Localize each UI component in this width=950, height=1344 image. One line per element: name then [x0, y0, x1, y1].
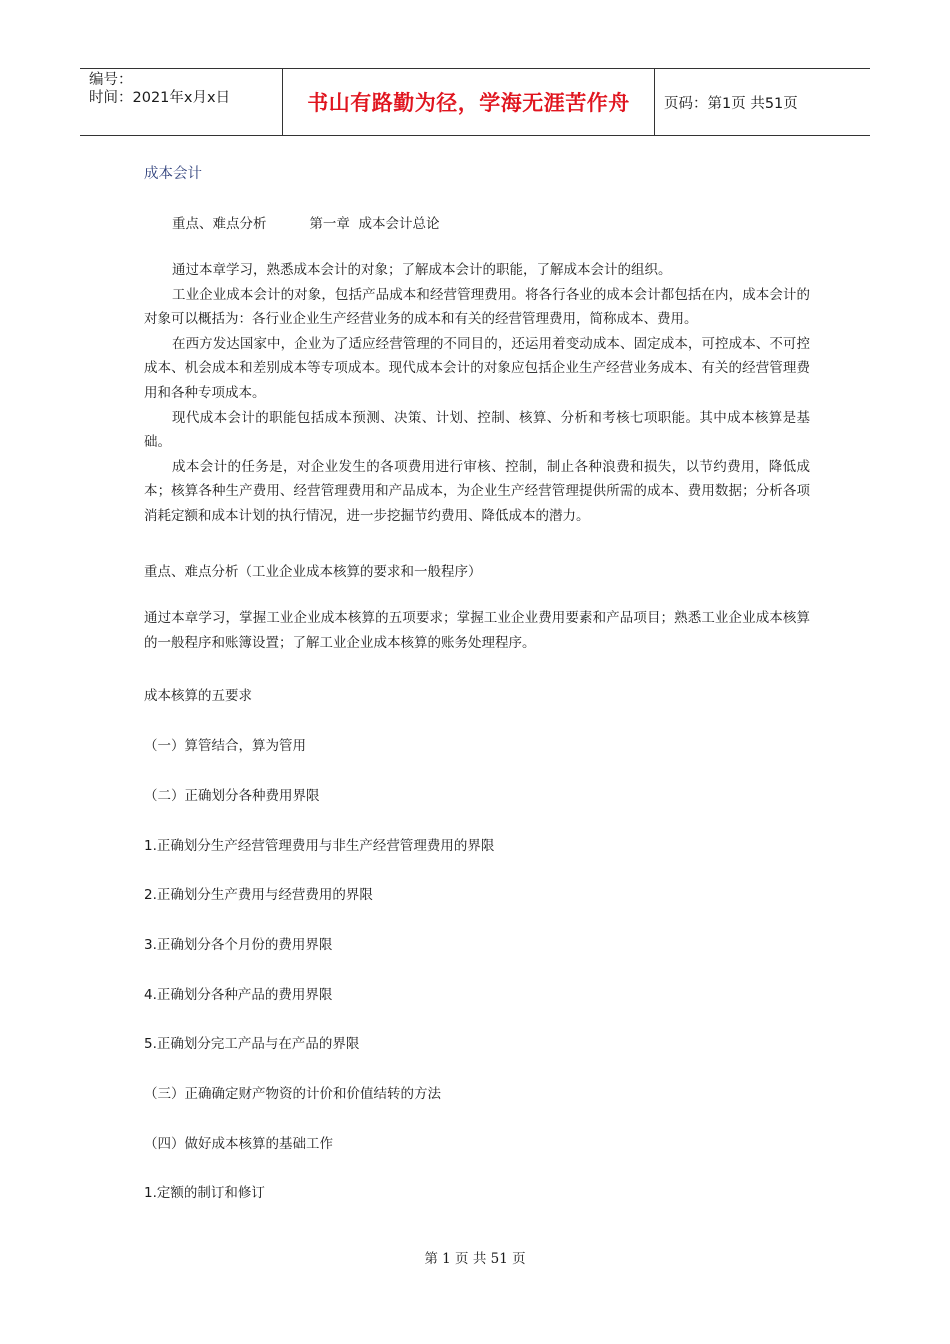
paragraph: 在西方发达国家中，企业为了适应经营管理的不同目的，还运用着变动成本、固定成本，可控成本、不可控成本、机会成本和差别成本等专项成本。现代成本会计的对象应包括企业生产经营业务成本、有关的经营管理费用和各种专项成本。 [144, 335, 810, 401]
list-item: 1.定额的制订和修订 [144, 1185, 265, 1201]
list-item: 2.正确划分生产费用与经营费用的界限 [144, 887, 373, 903]
section1-heading: 重点、难点分析 第一章 成本会计总论 [172, 216, 440, 232]
header-motto: 书山有路勤为径，学海无涯苦作舟 [307, 91, 630, 115]
list-item: 5.正确划分完工产品与在产品的界限 [144, 1036, 360, 1052]
paragraph: 工业企业成本会计的对象，包括产品成本和经营管理费用。将各行各业的成本会计都包括在内，成本会计的对象可以概括为：各行业企业生产经营业务的成本和有关的经营管理费用，简称成本、费用。 [144, 286, 810, 328]
list-item: （一）算管结合，算为管用 [144, 738, 306, 754]
section1-body [144, 258, 810, 529]
list-item: （四）做好成本核算的基础工作 [144, 1136, 333, 1152]
paragraph: 现代成本会计的职能包括成本预测、决策、计划、控制、核算、分析和考核七项职能。其中成本核算是基础。 [144, 409, 810, 451]
page-footer: 第 1 页 共 51 页 [424, 1251, 526, 1267]
header-motto-cell [282, 69, 655, 135]
doc-title: 成本会计 [144, 166, 202, 182]
paragraph: 通过本章学习，熟悉成本会计的对象；了解成本会计的职能，了解成本会计的组织。 [172, 262, 672, 278]
number-label: 编号： [89, 72, 133, 88]
list-item: 1.正确划分生产经营管理费用与非生产经营管理费用的界限 [144, 838, 495, 854]
section2-heading: 重点、难点分析（工业企业成本核算的要求和一般程序） [144, 564, 482, 580]
paragraph: 成本会计的任务是，对企业发生的各项费用进行审核、控制，制止各种浪费和损失，以节约费用，降低成本；核算各种生产费用、经营管理费用和产品成本，为企业生产经营管理提供所需的成本、费用数据；分析各项消耗定额和成本计划的执行情况，进一步挖掘节约费用、降低成本的潜力。 [144, 458, 810, 524]
list-heading: 成本核算的五要求 [144, 688, 252, 704]
list-item: 4.正确划分各种产品的费用界限 [144, 987, 333, 1003]
paragraph: 通过本章学习，掌握工业企业成本核算的五项要求；掌握工业企业费用要素和产品项目；熟悉工业企业成本核算的一般程序和账簿设置；了解工业企业成本核算的账务处理程序。 [144, 610, 810, 651]
document-header [80, 68, 870, 136]
header-page-info: 页码：第1页 共51页 [664, 95, 798, 112]
header-meta [80, 69, 282, 135]
section2-body [144, 606, 810, 655]
list-item: （三）正确确定财产物资的计价和价值结转的方法 [144, 1086, 441, 1102]
time-label: 时间：2021年x月x日 [89, 90, 231, 106]
list-item: （二）正确划分各种费用界限 [144, 788, 320, 804]
list-item: 3.正确划分各个月份的费用界限 [144, 937, 333, 953]
